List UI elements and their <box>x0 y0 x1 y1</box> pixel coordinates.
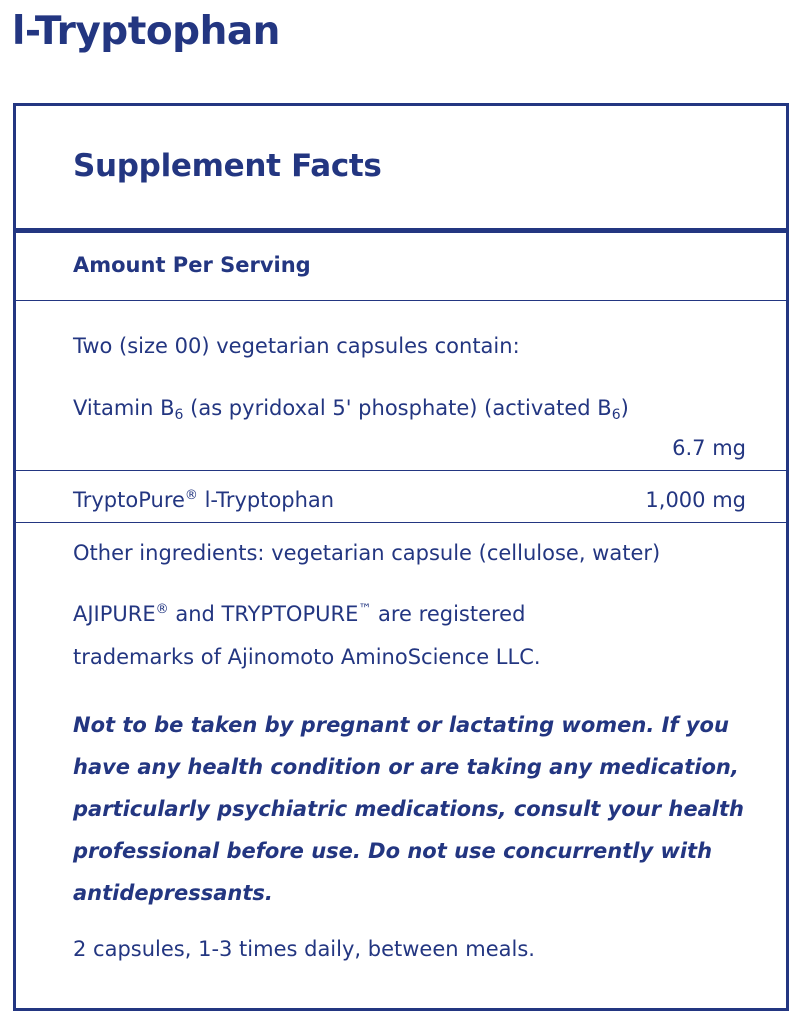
divider <box>16 522 786 523</box>
trademark-text: AJIPURE <box>73 602 156 626</box>
directions: 2 capsules, 1-3 times daily, between meals. <box>73 937 535 961</box>
vitamin-name-part: ) <box>620 396 629 420</box>
tryptophan-amount: 1,000 mg <box>645 488 746 512</box>
divider <box>16 300 786 301</box>
registered-mark: ® <box>184 488 198 503</box>
vitamin-b6-name <box>73 393 629 423</box>
divider <box>16 470 786 471</box>
other-ingredients: Other ingredients: vegetarian capsule (cellulose, water) <box>73 541 661 565</box>
thick-divider <box>16 228 786 233</box>
vitamin-name-part: Vitamin B <box>73 396 175 420</box>
amount-per-serving-label: Amount Per Serving <box>73 253 311 277</box>
tryptophan-name-part: TryptoPure <box>73 488 185 512</box>
vitamin-b6-amount: 6.7 mg <box>672 436 746 460</box>
page-title: l-Tryptophan <box>12 9 280 54</box>
warning-text: Not to be taken by pregnant or lactating women. If you have any health condition or are taking any medication, particularly psychiatric medications, consult your health professional before use. Do not use concurrently with antidepressants. <box>73 713 744 905</box>
trademark-text: are registered <box>371 602 526 626</box>
tryptophan-name <box>73 485 334 515</box>
trademark-mark: ™ <box>358 602 372 617</box>
trademark-line-1 <box>73 599 525 629</box>
trademark-text: and TRYPTOPURE <box>168 602 359 626</box>
vitamin-name-part: (as pyridoxal 5' phosphate) (activated B <box>183 396 612 420</box>
serving-intro: Two (size 00) vegetarian capsules contain: <box>73 334 520 358</box>
supplement-facts-heading: Supplement Facts <box>73 148 382 184</box>
tryptophan-name-part: l-Tryptophan <box>197 488 335 512</box>
vitamin-subscript: 6 <box>174 407 184 423</box>
vitamin-subscript: 6 <box>611 407 621 423</box>
trademark-line-2: trademarks of Ajinomoto AminoScience LLC. <box>73 645 541 669</box>
supplement-facts-panel <box>13 103 789 1011</box>
registered-mark: ® <box>155 602 169 617</box>
